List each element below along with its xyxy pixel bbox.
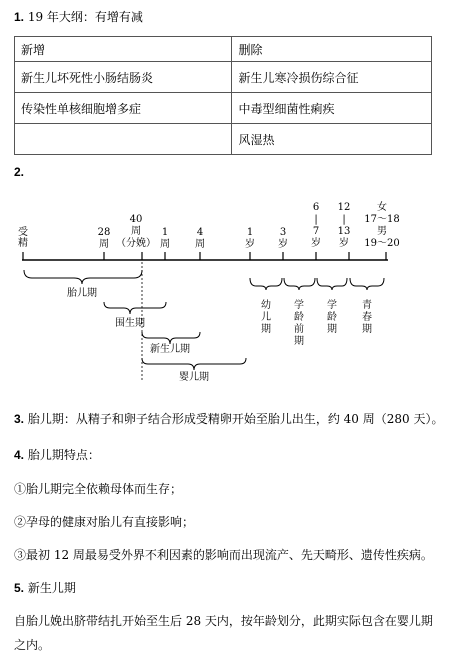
table-cell: 风湿热: [232, 124, 432, 155]
tick-label-fertilization: 受精: [18, 227, 28, 249]
tick-label-40-weeks: 40 周（分娩）: [116, 214, 156, 249]
section-number: 4.: [14, 448, 25, 462]
table-cell: 新生儿坏死性小肠结肠炎: [15, 62, 232, 93]
tick-label-1-year: 1 岁: [245, 227, 255, 250]
section-4-heading: [14, 446, 100, 463]
timeline-ticks: [23, 252, 386, 260]
section-title: 胎儿期特点：: [27, 448, 100, 462]
table-row: [15, 93, 432, 124]
child-development-timeline: [0, 190, 468, 390]
period-label-perinatal: 围生期: [115, 318, 145, 329]
table-row: [15, 124, 432, 155]
list-item: ①胎儿期完全依赖母体而生存；: [14, 482, 183, 496]
table-cell: [15, 124, 232, 155]
tick-label-adolescence-end: 女 17～18 男 19～20: [364, 202, 400, 249]
period-label-adolescent: 青春期: [362, 300, 372, 335]
list-item: ②孕母的健康对胎儿有直接影响；: [14, 515, 195, 529]
paragraph-line: 之内。: [14, 638, 51, 652]
table-header-row: [15, 37, 432, 62]
list-item: ③最初 12 周最易受外界不利因素的影响而出现流产、先天畸形、遗传性疾病。: [14, 548, 433, 562]
table-header-cell: 删除: [232, 37, 432, 62]
tick-label-1-week: 1 周: [160, 227, 170, 250]
section-1-heading: [14, 8, 143, 25]
period-label-toddler: 幼儿期: [261, 300, 271, 335]
section-number: 1.: [14, 10, 25, 24]
syllabus-change-table: [14, 36, 432, 155]
period-label-preschool: 学龄前期: [294, 300, 304, 347]
section-text: 胎儿期：从精子和卵子结合形成受精卵开始至胎儿出生，约 40 周（280 天）。: [27, 412, 444, 426]
tick-label-28-weeks: 28 周: [97, 227, 111, 250]
section-2-heading: [14, 165, 24, 179]
table-header-cell: 新增: [15, 37, 232, 62]
section-3: [14, 410, 443, 427]
period-label-school: 学龄期: [327, 300, 337, 335]
section-title: 新生儿期: [27, 581, 76, 595]
section-5-heading: [14, 579, 76, 596]
period-label-infant: 婴儿期: [179, 372, 209, 383]
section-title: 19 年大纲：有增有减: [27, 10, 143, 24]
tick-label-3-years: 3 岁: [278, 227, 288, 250]
table-cell: 传染性单核细胞增多症: [15, 93, 232, 124]
period-label-fetal: 胎儿期: [67, 288, 97, 299]
table-cell: 新生儿寒冷损伤综合征: [232, 62, 432, 93]
section-number: 3.: [14, 412, 25, 426]
paragraph-line: 自胎儿娩出脐带结扎开始至生后 28 天内，按年龄划分，此期实际包含在婴儿期: [14, 614, 433, 628]
tick-label-4-weeks: 4 周: [195, 227, 205, 250]
tick-label-6-7-years: 6 | 7 岁: [311, 202, 321, 249]
section-number: 5.: [14, 581, 25, 595]
table-cell: 中毒型细菌性痢疾: [232, 93, 432, 124]
tick-label-12-13-years: 12 | 13 岁: [337, 202, 351, 249]
period-label-neonatal: 新生儿期: [150, 344, 190, 355]
table-row: [15, 62, 432, 93]
section-number: 2.: [14, 165, 25, 179]
